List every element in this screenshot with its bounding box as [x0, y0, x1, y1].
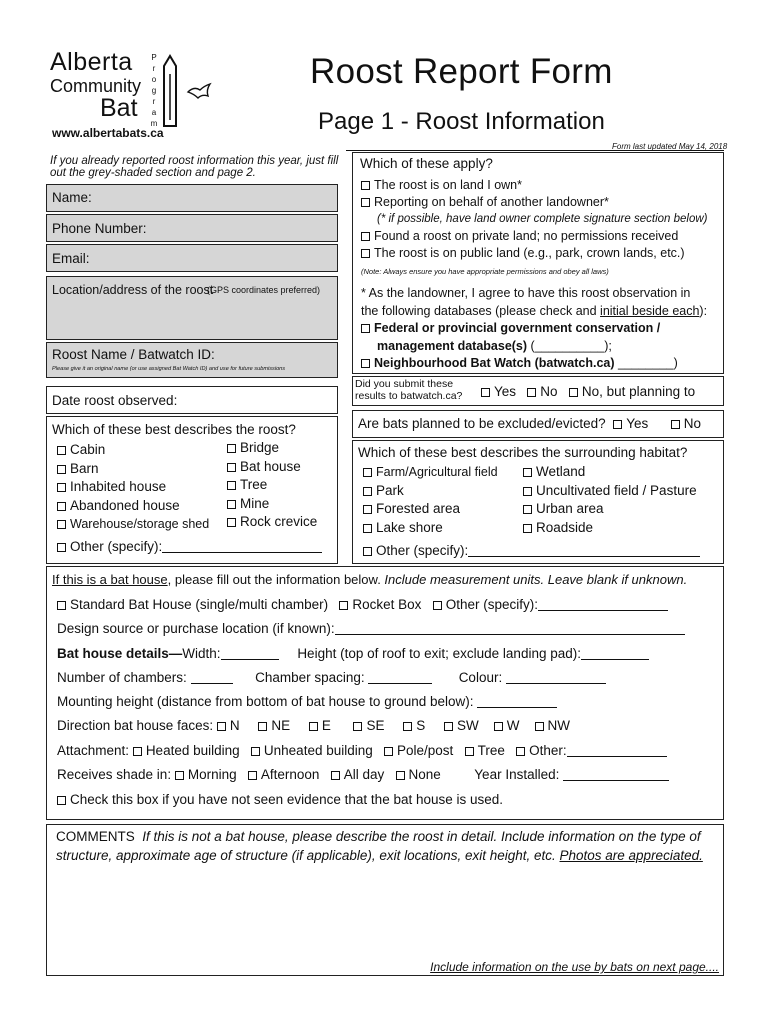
phone-field[interactable] [46, 214, 338, 242]
shade-morning[interactable]: Morning [175, 767, 237, 782]
submit-question: Did you submit these results to batwatch.ca? [355, 378, 463, 402]
checkbox[interactable] [57, 601, 66, 610]
eviction-section [352, 410, 724, 438]
roost-type-option[interactable]: Abandoned house [57, 497, 209, 516]
checkbox[interactable] [57, 543, 66, 552]
checkbox[interactable] [57, 446, 66, 455]
checkbox[interactable] [384, 747, 393, 756]
shade-none[interactable]: None [396, 767, 441, 782]
checkbox[interactable] [523, 468, 532, 477]
roost-type-col1 [57, 441, 209, 534]
form-updated: Form last updated May 14, 2018 [612, 142, 728, 151]
apply-option[interactable]: The roost is on land I own* [361, 177, 708, 194]
chambers-row: Number of chambers: Chamber spacing: Colour: [57, 670, 606, 685]
checkbox[interactable] [527, 388, 536, 397]
checkbox[interactable] [363, 487, 372, 496]
roost-type-option[interactable]: Rock crevice [227, 513, 317, 532]
checkbox[interactable] [481, 388, 490, 397]
dir-n[interactable]: N [217, 718, 240, 733]
checkbox[interactable] [361, 249, 370, 258]
logo-alberta: Alberta [50, 48, 133, 76]
comments-text: COMMENTS If this is not a bat house, please describe the roost in detail. Include information on the type of structure, approximate age of structure (if applicable), exit locations, exit height, etc. Photos are appreciated. [56, 829, 703, 863]
checkbox[interactable] [339, 601, 348, 610]
email-label: Email: [52, 251, 90, 266]
habitat-option[interactable]: Forested area [363, 500, 498, 519]
roost-type-title: Which of these best describes the roost? [52, 422, 296, 437]
attach-tree[interactable]: Tree [465, 743, 505, 758]
no-evidence-row[interactable]: Check this box if you have not seen evidence that the bat house is used. [57, 792, 503, 807]
permission-note: (Note: Always ensure you have appropriate permissions and obey all laws) [361, 267, 609, 276]
checkbox[interactable] [396, 771, 405, 780]
spacing-field[interactable] [368, 683, 432, 684]
bat-house-logo-icon [160, 50, 220, 130]
details-row: Bat house details—Width: Height (top of roof to exit; exclude landing pad): [57, 646, 649, 661]
checkbox[interactable] [133, 747, 142, 756]
checkbox[interactable] [361, 232, 370, 241]
dir-w[interactable]: W [494, 718, 520, 733]
page-subtitle: Page 1 - Roost Information [318, 108, 605, 135]
phone-label: Phone Number: [52, 221, 147, 236]
dir-se[interactable]: SE [353, 718, 384, 733]
direction-row: Direction bat house faces: N NE E SE S SW W NW [57, 718, 571, 733]
roost-name-field[interactable] [46, 342, 338, 378]
attachment-row: Attachment: Heated building Unheated building Pole/post Tree Other: [57, 743, 667, 758]
checkbox[interactable] [494, 722, 503, 731]
bat-house-intro: If this is a bat house, please fill out the information below. Include measurement units. Leave blank if unknown. [52, 572, 688, 587]
checkbox[interactable] [523, 487, 532, 496]
apply-option[interactable]: Found a roost on private land; no permissions received [361, 228, 708, 245]
checkbox[interactable] [57, 465, 66, 474]
name-field[interactable] [46, 184, 338, 212]
shade-row: Receives shade in: Morning Afternoon All day None Year Installed: [57, 767, 669, 782]
roost-type-option[interactable]: Bat house [227, 458, 317, 477]
dir-nw[interactable]: NW [535, 718, 571, 733]
checkbox[interactable] [227, 463, 236, 472]
database-option-cont: management database(s) (__________); [377, 338, 612, 353]
submit-option-no[interactable]: No [527, 384, 557, 399]
shade-all-day[interactable]: All day [331, 767, 385, 782]
checkbox[interactable] [433, 601, 442, 610]
checkbox[interactable] [353, 722, 362, 731]
apply-title: Which of these apply? [360, 156, 493, 171]
roost-type-section [46, 416, 338, 564]
submit-option-yes[interactable]: Yes [481, 384, 516, 399]
type-other[interactable]: Other (specify): [433, 597, 668, 612]
habitat-option[interactable]: Lake shore [363, 519, 498, 538]
location-field[interactable] [46, 276, 338, 340]
roost-type-col2 [227, 439, 317, 532]
checkbox[interactable] [363, 547, 372, 556]
checkbox[interactable] [57, 502, 66, 511]
checkbox[interactable] [523, 505, 532, 514]
checkbox[interactable] [227, 500, 236, 509]
habitat-section [352, 440, 724, 564]
comments-label: COMMENTS [56, 829, 135, 844]
habitat-option[interactable]: Wetland [523, 463, 697, 482]
chambers-field[interactable] [191, 683, 233, 684]
dir-ne[interactable]: NE [258, 718, 290, 733]
left-note: If you already reported roost information this year, just fill out the grey-shaded section and page 2. [50, 155, 339, 179]
location-label: Location/address of the roost [52, 283, 214, 297]
batwatch-submit-section [352, 376, 724, 406]
colour-field[interactable] [506, 683, 606, 684]
roost-type-option[interactable]: Tree [227, 476, 317, 495]
attach-pole[interactable]: Pole/post [384, 743, 453, 758]
checkbox[interactable] [671, 420, 680, 429]
logo [50, 48, 220, 143]
apply-option[interactable]: The roost is on public land (e.g., park, crown lands, etc.) [361, 245, 708, 262]
database-option[interactable]: Neighbourhood Bat Watch (batwatch.ca) ________) [361, 355, 707, 373]
apply-section [352, 152, 724, 374]
type-standard[interactable]: Standard Bat House (single/multi chamber) [57, 597, 328, 612]
apply-option[interactable]: Reporting on behalf of another landowner* [361, 194, 708, 211]
checkbox[interactable] [403, 722, 412, 731]
logo-bat: Bat [100, 94, 138, 122]
location-hint: (GPS coordinates preferred) [207, 285, 321, 295]
apply-options [361, 177, 708, 282]
database-option[interactable]: Federal or provincial government conservation / [361, 320, 707, 338]
eviction-option-yes[interactable]: Yes [613, 416, 648, 431]
email-field[interactable] [46, 244, 338, 272]
checkbox[interactable] [361, 359, 370, 368]
name-label: Name: [52, 190, 92, 205]
habitat-option[interactable]: Uncultivated field / Pasture [523, 482, 697, 501]
attach-other[interactable]: Other: [516, 743, 667, 758]
roost-type-option[interactable]: Warehouse/storage shed [57, 515, 209, 534]
year-field[interactable] [563, 780, 669, 781]
apply-note: (* if possible, have land owner complete signature section below) [377, 213, 708, 225]
habitat-title: Which of these best describes the surrounding habitat? [358, 445, 688, 460]
checkbox[interactable] [361, 324, 370, 333]
habitat-col1 [363, 463, 498, 537]
bat-house-type-row [57, 597, 668, 612]
logo-community: Community [50, 76, 142, 96]
title-rule [346, 150, 724, 151]
checkbox[interactable] [361, 198, 370, 207]
date-field[interactable] [46, 386, 338, 414]
mounting-row[interactable]: Mounting height (distance from bottom of bat house to ground below): [57, 694, 557, 709]
checkbox[interactable] [251, 747, 260, 756]
checkbox[interactable] [57, 520, 66, 529]
dir-sw[interactable]: SW [444, 718, 479, 733]
roost-type-option[interactable]: Barn [57, 460, 209, 479]
roost-type-option[interactable]: Mine [227, 495, 317, 514]
checkbox[interactable] [569, 388, 578, 397]
height-field[interactable] [581, 659, 649, 660]
logo-program-vertical: P r o g r a m [150, 53, 158, 128]
habitat-option[interactable]: Urban area [523, 500, 697, 519]
checkbox[interactable] [248, 771, 257, 780]
shade-afternoon[interactable]: Afternoon [248, 767, 320, 782]
roost-type-option[interactable]: Cabin [57, 441, 209, 460]
comments-section[interactable] [46, 824, 724, 976]
checkbox[interactable] [217, 722, 226, 731]
logo-url: www.albertabats.ca [52, 126, 164, 140]
roost-type-other[interactable]: Other (specify): [57, 539, 322, 554]
next-page-note: Include information on the use by bats on next page.... [430, 960, 719, 974]
checkbox[interactable] [444, 722, 453, 731]
attach-unheated[interactable]: Unheated building [251, 743, 373, 758]
roost-type-option[interactable]: Bridge [227, 439, 317, 458]
eviction-question: Are bats planned to be excluded/evicted? Yes No [358, 416, 702, 431]
design-source-row[interactable]: Design source or purchase location (if known): [57, 621, 685, 636]
checkbox[interactable] [516, 747, 525, 756]
width-field[interactable] [221, 659, 279, 660]
checkbox[interactable] [309, 722, 318, 731]
habitat-col2 [523, 463, 697, 537]
page-title: Roost Report Form [310, 52, 613, 91]
checkbox[interactable] [363, 505, 372, 514]
habitat-option[interactable]: Roadside [523, 519, 697, 538]
landowner-agreement: * As the landowner, I agree to have this roost observation in the following databases (please check and initial beside each): Federal or provincial government conservation / management database(s) (__________); Neighbourhood Bat Watch (batwatch.ca) ________) [361, 285, 707, 373]
type-rocket-box[interactable]: Rocket Box [339, 597, 421, 612]
checkbox[interactable] [227, 444, 236, 453]
checkbox[interactable] [227, 518, 236, 527]
roost-name-hint: Please give it an original name (or use assigned Bat Watch ID) and use for future submissions [52, 366, 286, 372]
checkbox[interactable] [57, 483, 66, 492]
attach-heated[interactable]: Heated building [133, 743, 240, 758]
submit-options [481, 384, 695, 399]
habitat-option[interactable]: Park [363, 482, 498, 501]
checkbox[interactable] [613, 420, 622, 429]
checkbox[interactable] [523, 524, 532, 533]
checkbox[interactable] [535, 722, 544, 731]
dir-s[interactable]: S [403, 718, 425, 733]
date-label: Date roost observed: [52, 393, 178, 408]
roost-name-label: Roost Name / Batwatch ID: [52, 347, 215, 362]
checkbox[interactable] [363, 524, 372, 533]
submit-option-planning[interactable]: No, but planning to [569, 384, 695, 399]
habitat-other[interactable]: Other (specify): [363, 543, 700, 558]
roost-type-option[interactable]: Inhabited house [57, 478, 209, 497]
dir-e[interactable]: E [309, 718, 331, 733]
checkbox[interactable] [258, 722, 267, 731]
checkbox[interactable] [57, 796, 66, 805]
checkbox[interactable] [361, 181, 370, 190]
habitat-option[interactable]: Farm/Agricultural field [363, 463, 498, 482]
eviction-option-no[interactable]: No [671, 416, 701, 431]
checkbox[interactable] [465, 747, 474, 756]
checkbox[interactable] [363, 468, 372, 477]
checkbox[interactable] [331, 771, 340, 780]
checkbox[interactable] [175, 771, 184, 780]
checkbox[interactable] [227, 481, 236, 490]
